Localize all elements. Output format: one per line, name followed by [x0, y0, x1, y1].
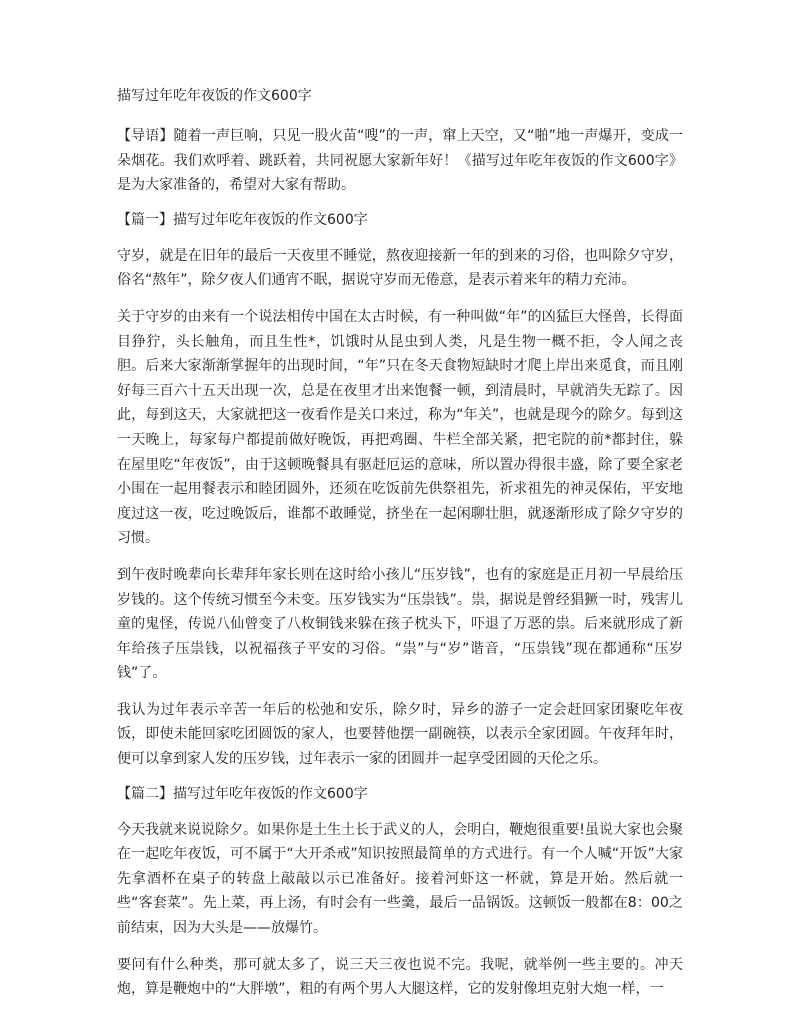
section-1-paragraph-1: 守岁，就是在旧年的最后一天夜里不睡觉，熬夜迎接新一年的到来的习俗，也叫除夕守岁，俗名“熬年”，除夕夜人们通宵不眠，据说守岁而无倦意，是表示着来年的精力充沛。	[117, 247, 683, 289]
section-2-paragraph-2: 要问有什么种类，那可就太多了，说三天三夜也说不完。我呢，就举例一些主要的。冲天炮，算是鞭炮中的“大胖墩”，粗的有两个男人大腿这样，它的发射像坦克射大炮一样，一	[117, 956, 683, 998]
section-2-paragraph-1: 今天我就来说说除夕。如果你是土生土长于武义的人，会明白，鞭炮很重要!虽说大家也会聚在一起吃年夜饭，可不属于“大开杀戒”知识按照最简单的方式进行。有一个人喊“开饭”大家先拿酒杯在桌子的转盘上敲敲以示已准备好。接着河虾这一杯就，算是开始。然后就一些“客套菜”。先上菜，再上汤，有时会有一些羹，最后一品锅饭。这顿饭一般都在8：00之前结束，因为大头是——放爆竹。	[117, 821, 683, 937]
section-1-paragraph-3: 到午夜时晚辈向长辈拜年家长则在这时给小孩儿“压岁钱”，也有的家庭是正月初一早晨给压岁钱的。这个传统习惯至今未变。压岁钱实为“压祟钱”。祟，据说是曾经猖獗一时，残害儿童的鬼怪，传说八仙曾变了八枚铜钱来躲在孩子枕头下，吓退了万恶的祟。后来就形成了新年给孩子压祟钱，以祝福孩子平安的习俗。“祟”与“岁”谐音，“压祟钱”现在都通称“压岁钱”了。	[117, 566, 683, 682]
section-1-paragraph-4: 我认为过年表示辛苦一年后的松弛和安乐，除夕时，异乡的游子一定会赶回家团聚吃年夜饭，即使未能回家吃团圆饭的家人，也要替他摆一副碗筷，以表示全家团圆。午夜拜年时，便可以拿到家人发的压岁钱，过年表示一家的团圆并一起享受团圆的天伦之乐。	[117, 701, 683, 768]
document-page	[117, 86, 683, 1014]
section-1-paragraph-2: 关于守岁的由来有一个说法相传中国在太古时候，有一种叫做“年”的凶猛巨大怪兽，长得面目狰狞，头长触角，而且生性*，饥饿时从昆虫到人类，凡是生物一概不拒，令人闻之丧胆。后来大家渐渐掌握年的出现时间，“年”只在冬天食物短缺时才爬上岸出来觅食，而且刚好每三百六十五天出现一次，总是在夜里才出来饱餐一顿，到清晨时，早就消失无踪了。因此，每到这天，大家就把这一夜看作是关口来过，称为“年关”，也就是现今的除夕。每到这一天晚上，每家每户都提前做好晚饭，再把鸡圈、牛栏全部关紧，把宅院的前*都封住，躲在屋里吃“年夜饭”，由于这顿晚餐具有驱赶厄运的意味，所以置办得很丰盛，除了要全家老小围在一起用餐表示和睦团圆外，还须在吃饭前先供祭祖先，祈求祖先的神灵保佑，平安地度过这一夜，吃过晚饭后，谁都不敢睡觉，挤坐在一起闲聊壮胆，就逐渐形成了除夕守岁的习惯。	[117, 308, 683, 547]
section-heading-1: 【篇一】描写过年吃年夜饭的作文600字	[117, 211, 368, 228]
section-heading-2: 【篇二】描写过年吃年夜饭的作文600字	[117, 785, 368, 802]
document-title: 描写过年吃年夜饭的作文600字	[117, 88, 312, 104]
intro-paragraph: 【导语】随着一声巨响，只见一股火苗“嗖”的一声，窜上天空，又“啪”地一声爆开，变成一朵烟花。我们欢呼着、跳跃着，共同祝愿大家新年好！《描写过年吃年夜饭的作文600字》是为大家准备的，希望对大家有帮助。	[117, 128, 683, 194]
